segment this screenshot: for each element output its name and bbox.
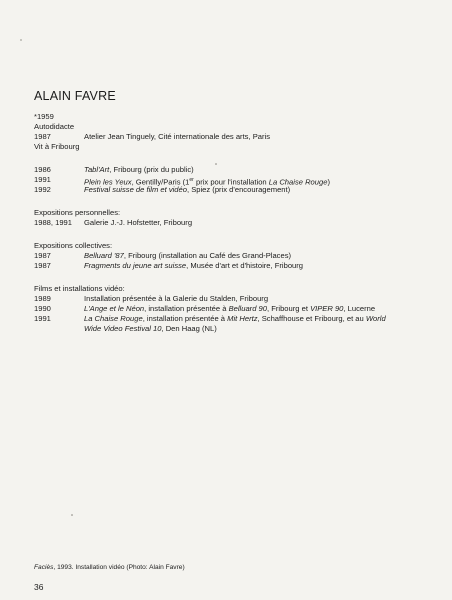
film-year: 1991 (34, 314, 51, 323)
award-year: 1991 (34, 175, 51, 184)
award-year: 1986 (34, 165, 51, 174)
film-year: 1989 (34, 294, 51, 303)
film-text: L'Ange et le Néon, installation présentée à Belluard 90, Fribourg et VIPER 90, Lucerne (84, 304, 376, 313)
bio-year: 1987 (34, 132, 51, 141)
group-text: Belluard '87, Fribourg (installation au Café des Grand-Places) (84, 251, 292, 260)
photo-caption: Faciès, 1993. Installation vidéo (Photo: Alain Favre) (34, 564, 185, 571)
films-heading: Films et installations vidéo: (34, 284, 125, 293)
film-year: 1990 (34, 304, 51, 313)
award-text: Plein les Yeux, Gentilly/Paris (1er prix pour l'installation La Chaise Rouge) (84, 177, 330, 187)
award-text: Tabl'Art, Fribourg (prix du public) (84, 165, 194, 174)
scan-speck (20, 39, 22, 41)
training: Autodidacte (34, 122, 75, 131)
film-text-continued: Wide Video Festival 10, Den Haag (NL) (84, 324, 217, 333)
award-year: 1992 (34, 185, 51, 194)
birth-year: *1959 (34, 112, 54, 121)
residence: Vit à Fribourg (34, 142, 80, 151)
award-text: Festival suisse de film et vidéo, Spiez (prix d'encouragement) (84, 185, 291, 194)
group-year: 1987 (34, 261, 51, 270)
scan-speck (71, 514, 73, 516)
group-heading: Expositions collectives: (34, 241, 113, 250)
scan-speck (215, 163, 217, 165)
film-text: Installation présentée à la Galerie du Stalden, Fribourg (84, 294, 269, 303)
group-text: Fragments du jeune art suisse, Musée d'art et d'histoire, Fribourg (84, 261, 304, 270)
solo-year: 1988, 1991 (34, 218, 73, 227)
page-title: ALAIN FAVRE (34, 89, 116, 103)
page-number: 36 (34, 582, 44, 592)
solo-text: Galerie J.-J. Hofstetter, Fribourg (84, 218, 193, 227)
film-text: La Chaise Rouge, installation présentée à Mit Hertz, Schaffhouse et Fribourg, et au World (84, 314, 386, 323)
atelier-text: Atelier Jean Tinguely, Cité internationale des arts, Paris (84, 132, 271, 141)
group-year: 1987 (34, 251, 51, 260)
solo-heading: Expositions personnelles: (34, 208, 121, 217)
